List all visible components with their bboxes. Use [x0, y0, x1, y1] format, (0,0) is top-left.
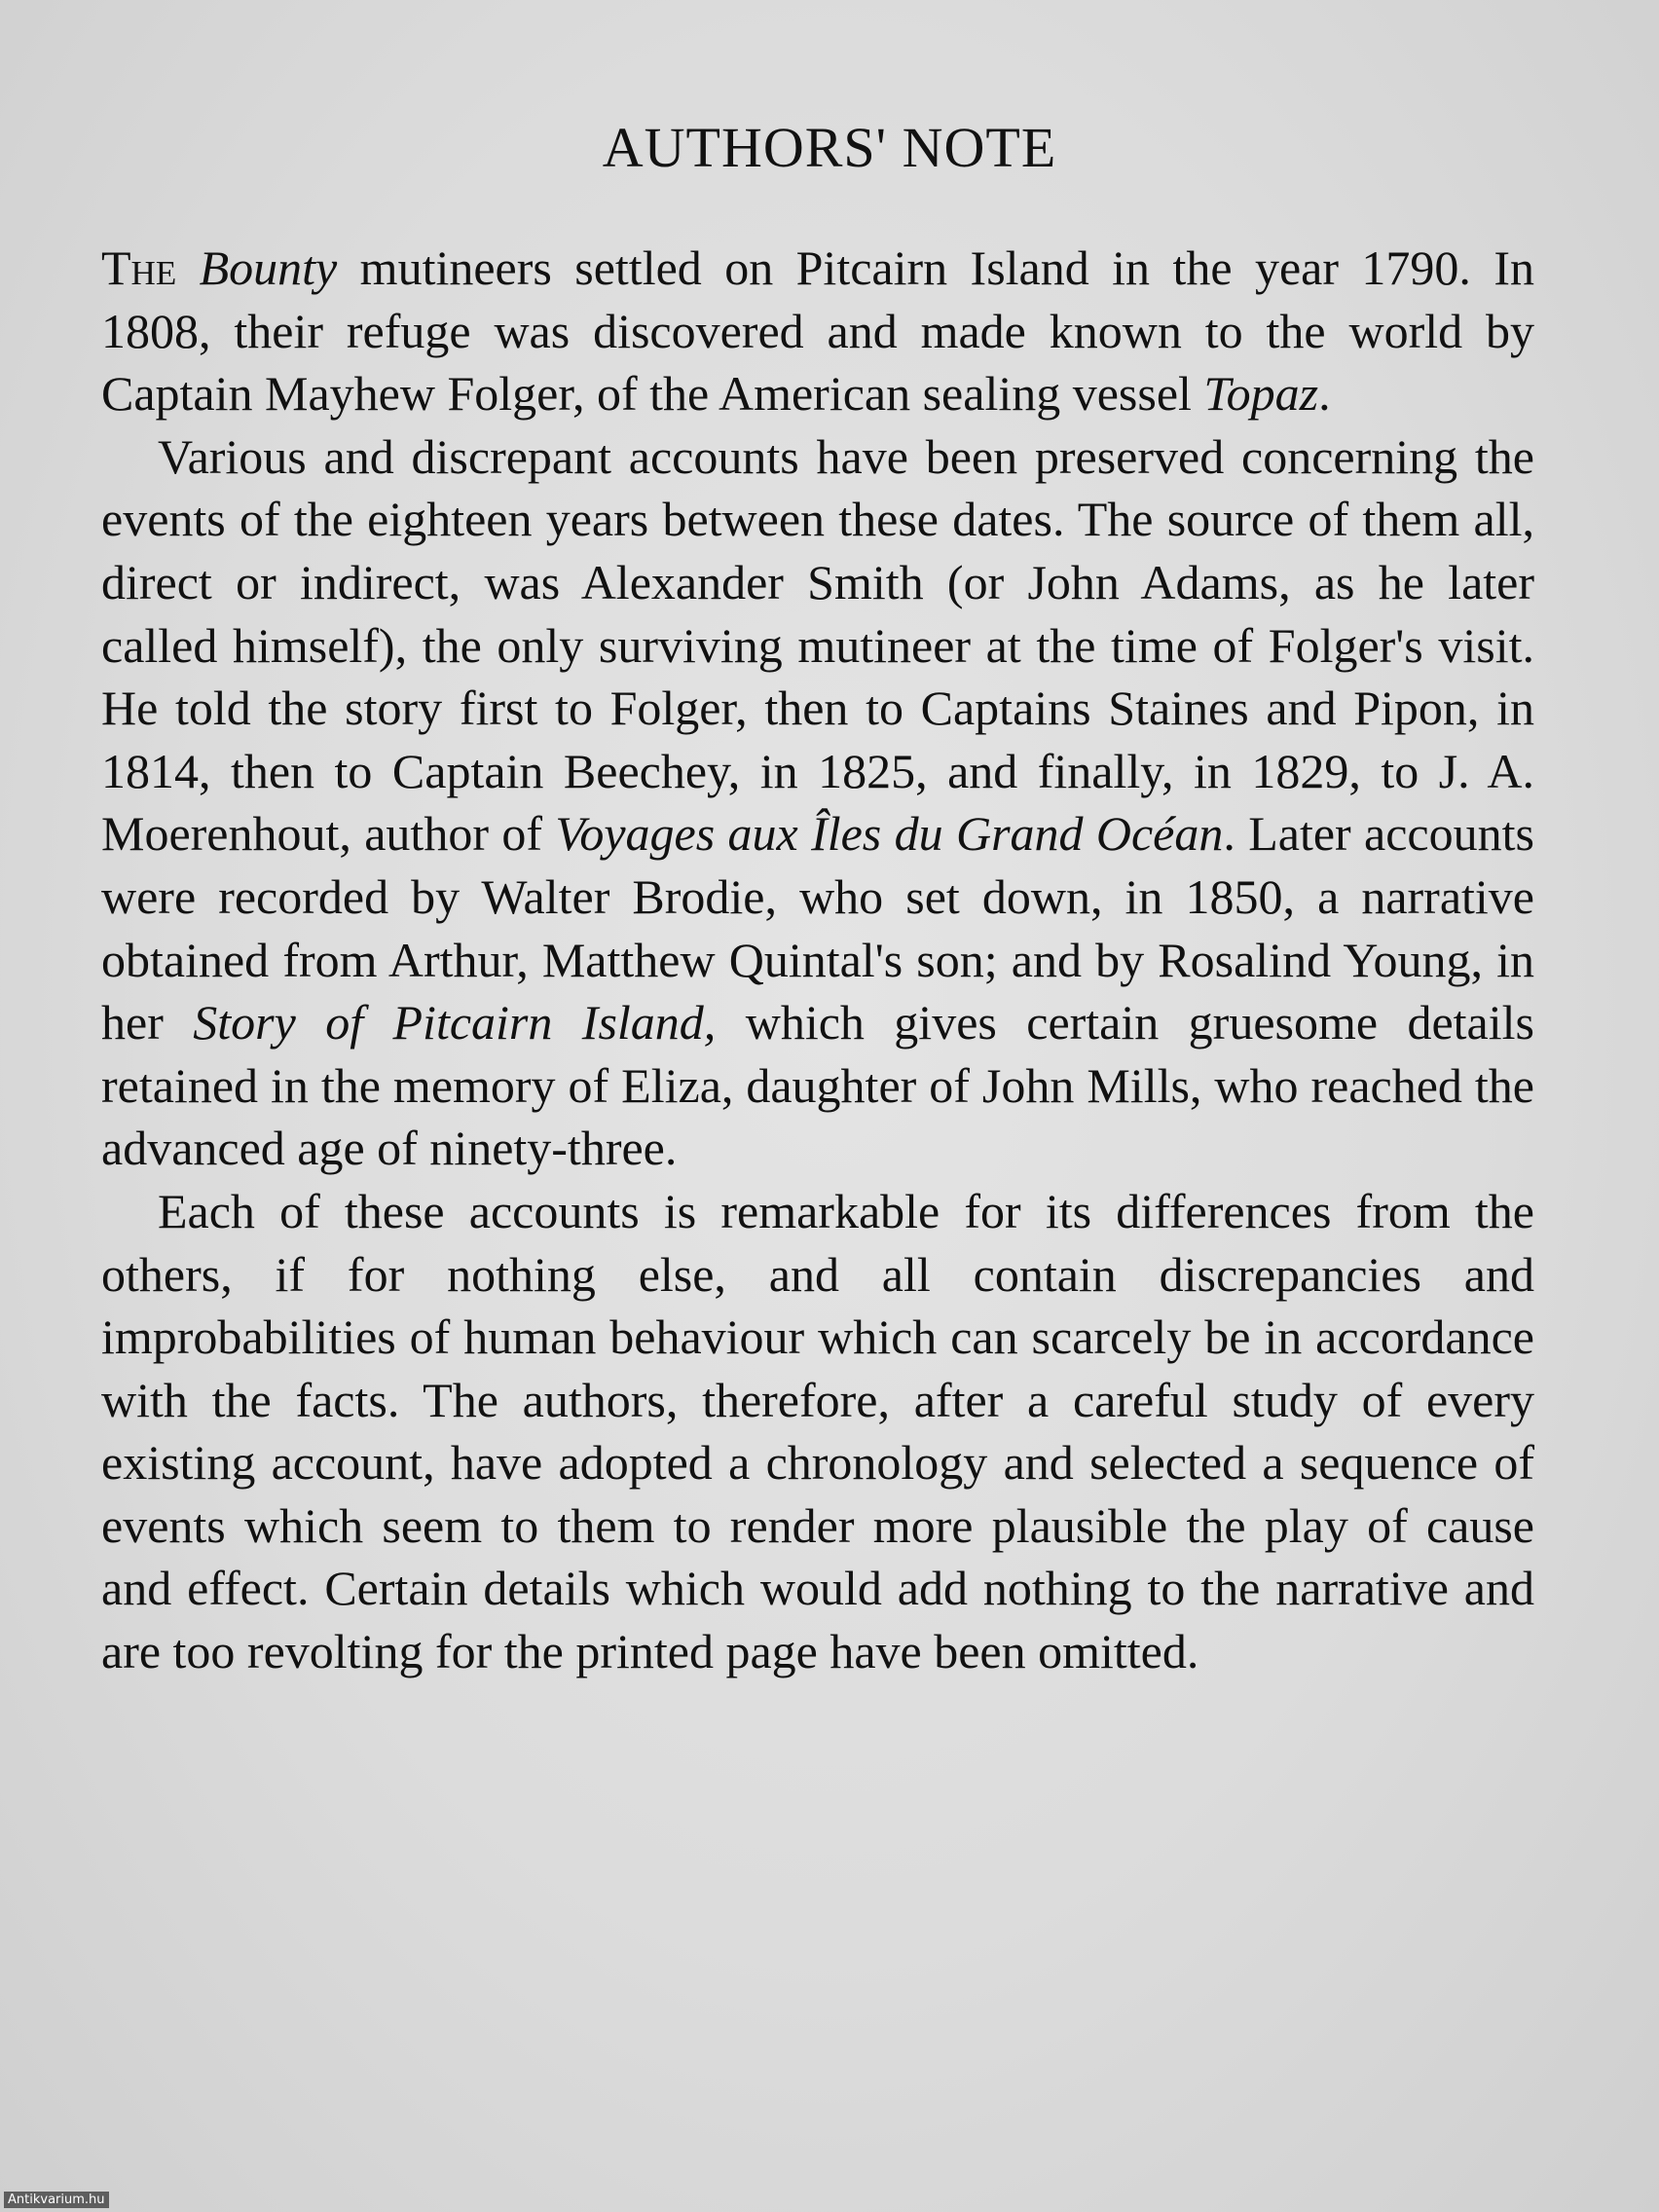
paragraph — [101, 425, 1534, 1180]
page-title: AUTHORS' NOTE — [602, 116, 1057, 179]
italic-run: Voyages aux Îles du Grand Océan — [555, 806, 1224, 862]
text-run: Various and discrepant accounts have been preserved concerning the events of the eighteen years between these dates. The source of them all, direct or indirect, was Alexander Smith (or John Adams, as he later called himself), the only surviving mutineer at the time of Folger's visit. He told the story first to Folger, then to Captains Staines and Pipon, in 1814, then to Captain Beechey, in 1825, and finally, in 1829, to J. A. Moerenhout, author of — [101, 428, 1534, 862]
small-caps-run: The — [101, 240, 177, 295]
italic-run: Topaz — [1203, 366, 1319, 422]
italic-run: Bounty — [199, 240, 338, 295]
paragraph — [101, 1180, 1534, 1683]
text-run — [176, 240, 199, 295]
paragraph — [101, 237, 1534, 425]
watermark: Antikvarium.hu — [4, 2192, 109, 2208]
text-run: Each of these accounts is remarkable for its differences from the others, if for nothing else, and all contain discrepancies and improbabilities of human behaviour which can scarcely be in accordance with the facts. The authors, therefore, after a careful study of every existing account, have adopted a chronology and selected a sequence of events which seem to them to render more plausible the play of cause and effect. Certain details which would add nothing to the narrative and are too revolting for the printed page have been omitted. — [101, 1183, 1534, 1679]
show-through-text — [58, 0, 1616, 224]
text-run: . Later accounts were recorded by Walter Brodie, who set down, in 1850, a narrative obtained from Arthur, Matthew Quintal's son; and by Rosalind Young, in her — [101, 806, 1534, 1051]
text-run: mutineers settled on Pitcairn Island in the year 1790. In 1808, their refuge was discovered and made known to the world by Captain Mayhew Folger, of the American sealing vessel — [101, 240, 1534, 422]
italic-run: Story of Pitcairn Island, — [193, 995, 717, 1051]
text-run: which gives certain gruesome details retained in the memory of Eliza, daughter of John Mills, who reached the advanced age of ninety-three. — [101, 995, 1534, 1176]
note-body — [101, 237, 1534, 1683]
text-run: . — [1318, 366, 1331, 422]
